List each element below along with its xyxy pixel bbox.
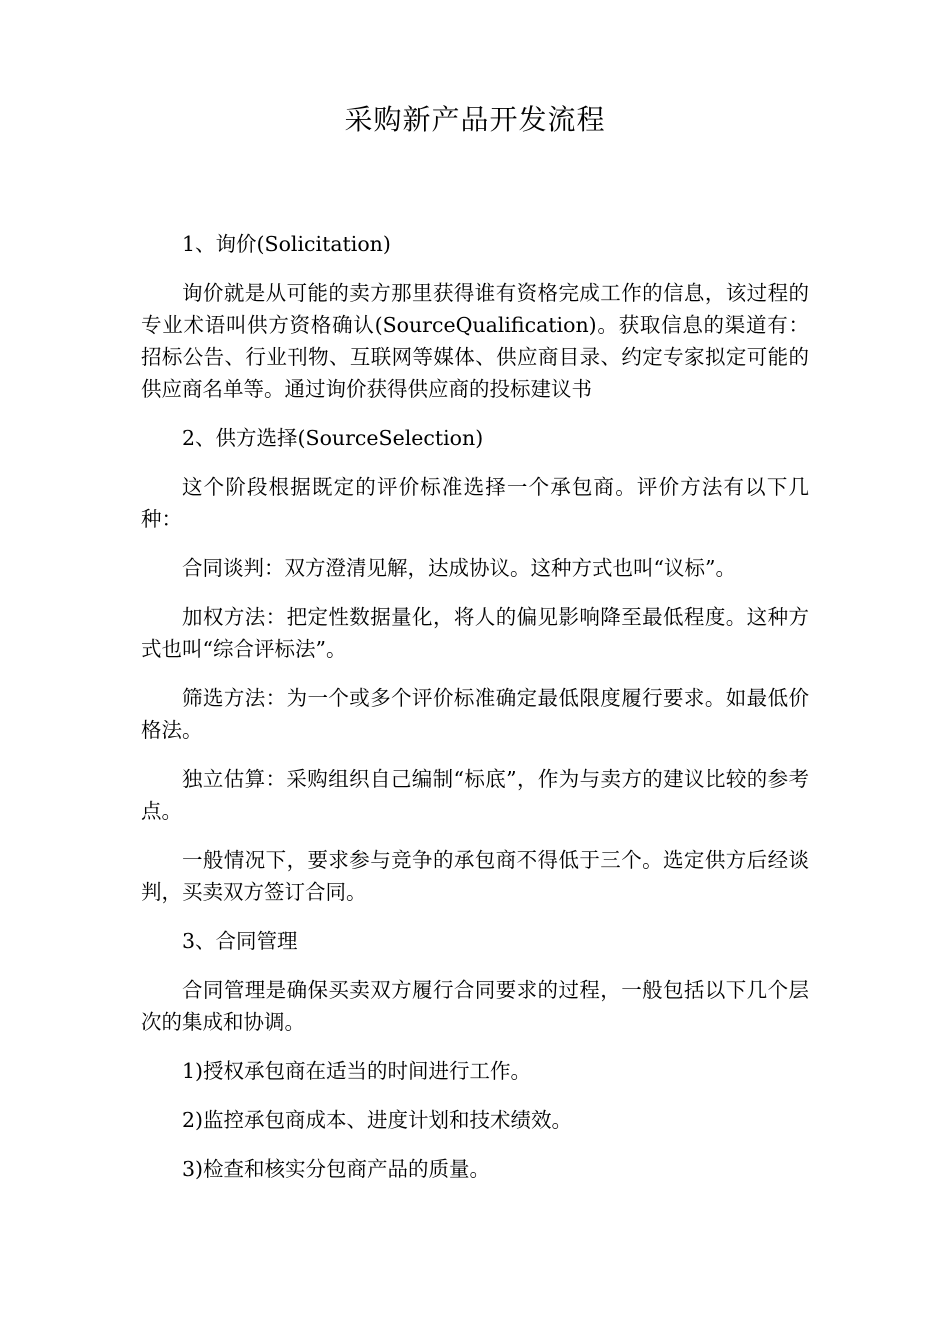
paragraph-contract-negotiation: 合同谈判：双方澄清见解，达成协议。这种方式也叫“议标”。 (182, 556, 736, 580)
section-heading-solicitation: 1、询价(Solicitation) (182, 232, 391, 256)
document-title: 采购新产品开发流程 (344, 103, 606, 136)
section-heading-contract-management: 3、合同管理 (182, 929, 298, 953)
paragraph-contract-management: 合同管理是确保买卖双方履行合同要求的过程，一般包括以下几个层次的集成和协调。 (141, 978, 809, 1034)
paragraph-general-case: 一般情况下，要求参与竞争的承包商不得低于三个。选定供方后经谈判，买卖双方签订合同。 (141, 848, 809, 904)
paragraph-screening-method: 筛选方法：为一个或多个评价标准确定最低限度履行要求。如最低价格法。 (141, 686, 809, 742)
document-body (141, 228, 809, 1202)
paragraph-independent-estimate: 独立估算：采购组织自己编制“标底”，作为与卖方的建议比较的参考点。 (141, 767, 809, 823)
paragraph-source-selection: 这个阶段根据既定的评价标准选择一个承包商。评价方法有以下几种： (141, 475, 809, 531)
list-item-authorize: 1)授权承包商在适当的时间进行工作。 (182, 1059, 532, 1083)
list-item-inspect: 3)检查和核实分包商产品的质量。 (182, 1157, 491, 1181)
paragraph-weighting-method: 加权方法：把定性数据量化，将人的偏见影响降至最低程度。这种方式也叫“综合评标法”。 (141, 605, 809, 661)
list-item-monitor: 2)监控承包商成本、进度计划和技术绩效。 (182, 1108, 573, 1132)
section-heading-source-selection: 2、供方选择(SourceSelection) (182, 426, 484, 450)
paragraph-solicitation: 询价就是从可能的卖方那里获得谁有资格完成工作的信息，该过程的专业术语叫供方资格确认(SourceQualification)。获取信息的渠道有：招标公告、行业刊物、互联网等媒体、供应商目录、约定专家拟定可能的供应商名单等。通过询价获得供应商的投标建议书 (141, 281, 809, 401)
